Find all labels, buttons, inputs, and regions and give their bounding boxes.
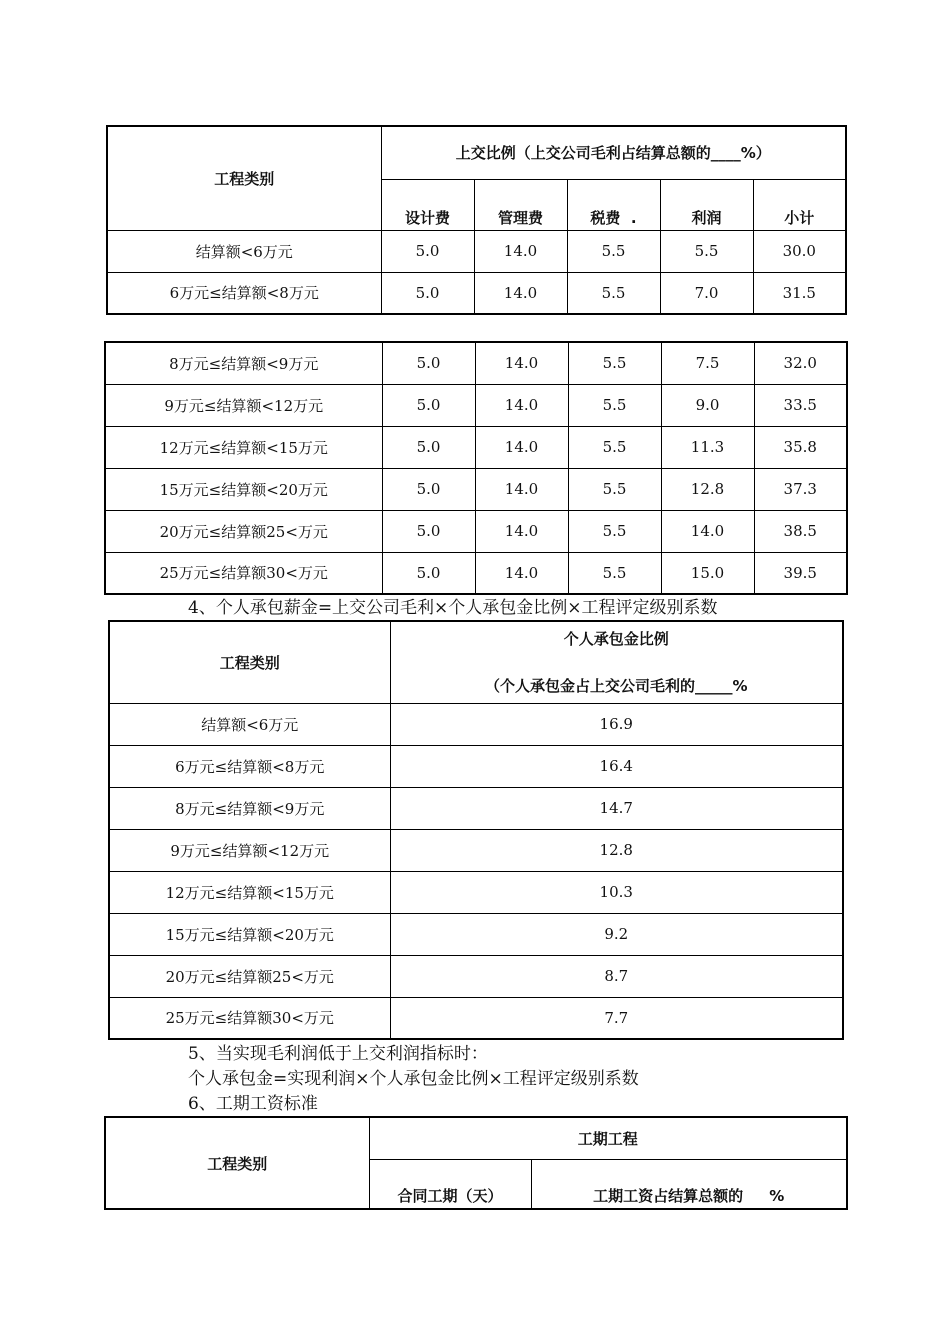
cell: 5.0 (382, 384, 475, 426)
cell: 14.0 (475, 426, 568, 468)
row-label: 15万元≤结算额<20万元 (109, 913, 390, 955)
cell: 5.5 (567, 230, 660, 272)
table-row (107, 272, 846, 314)
cell: 5.0 (382, 342, 475, 384)
commission-ratio-header (390, 621, 843, 703)
period-header: 工期工程 (369, 1117, 847, 1159)
ratio-table-part2 (104, 341, 848, 595)
paragraph-4: 4、个人承包薪金=上交公司毛利×个人承包金比例×工程评定级别系数 (188, 598, 718, 618)
cell: 16.4 (390, 745, 843, 787)
col-design-fee: 设计费 (381, 179, 474, 230)
cell: 14.0 (661, 510, 754, 552)
cell: 38.5 (754, 510, 847, 552)
paragraph-5-line2: 个人承包金=实现利润×个人承包金比例×工程评定级别系数 (188, 1069, 639, 1089)
cell: 7.5 (661, 342, 754, 384)
ratio-table-part1 (106, 125, 847, 315)
cell: 5.0 (382, 426, 475, 468)
table-row (109, 745, 843, 787)
cell: 5.5 (568, 468, 661, 510)
cell: 14.0 (475, 468, 568, 510)
row-label: 8万元≤结算额<9万元 (109, 787, 390, 829)
col-contract-period: 合同工期（天） (369, 1159, 531, 1209)
row-label: 6万元≤结算额<8万元 (109, 745, 390, 787)
cell: 5.5 (568, 510, 661, 552)
cell: 31.5 (753, 272, 846, 314)
row-label: 25万元≤结算额30<万元 (105, 552, 382, 594)
cell: 5.0 (382, 552, 475, 594)
cell: 14.7 (390, 787, 843, 829)
cell: 14.0 (475, 510, 568, 552)
cell: 11.3 (661, 426, 754, 468)
paragraph-5-line1: 5、当实现毛利润低于上交利润指标时： (188, 1044, 488, 1064)
table-row (105, 342, 847, 384)
cell: 7.0 (660, 272, 753, 314)
row-label: 15万元≤结算额<20万元 (105, 468, 382, 510)
table-row (107, 230, 846, 272)
cell: 5.0 (382, 510, 475, 552)
cell: 30.0 (753, 230, 846, 272)
table-row (109, 955, 843, 997)
table-row (109, 787, 843, 829)
row-label: 结算额<6万元 (109, 703, 390, 745)
category-header: 工程类别 (109, 621, 390, 703)
col-management-fee: 管理费 (474, 179, 567, 230)
row-label: 25万元≤结算额30<万元 (109, 997, 390, 1039)
row-label: 6万元≤结算额<8万元 (107, 272, 381, 314)
category-header: 工程类别 (107, 126, 381, 230)
row-label: 20万元≤结算额25<万元 (109, 955, 390, 997)
row-label: 9万元≤结算额<12万元 (109, 829, 390, 871)
table-row (105, 468, 847, 510)
cell: 39.5 (754, 552, 847, 594)
table-row (109, 703, 843, 745)
col-subtotal: 小计 (753, 179, 846, 230)
table-row (105, 384, 847, 426)
period-wage-table (104, 1116, 848, 1210)
cell: 16.9 (390, 703, 843, 745)
table-row (109, 997, 843, 1039)
cell: 12.8 (661, 468, 754, 510)
cell: 14.0 (475, 552, 568, 594)
category-header: 工程类别 (105, 1117, 369, 1209)
table-row (109, 913, 843, 955)
commission-ratio-subtitle: （个人承包金占上交公司毛利的_____% (484, 677, 748, 696)
cell: 14.0 (474, 272, 567, 314)
cell: 7.7 (390, 997, 843, 1039)
row-label: 12万元≤结算额<15万元 (105, 426, 382, 468)
table-row (109, 829, 843, 871)
table-row (105, 426, 847, 468)
cell: 14.0 (475, 384, 568, 426)
cell: 5.0 (382, 468, 475, 510)
cell: 12.8 (390, 829, 843, 871)
row-label: 20万元≤结算额25<万元 (105, 510, 382, 552)
col-tax: 税费 . (567, 179, 660, 230)
cell: 9.2 (390, 913, 843, 955)
cell: 32.0 (754, 342, 847, 384)
cell: 9.0 (661, 384, 754, 426)
cell: 15.0 (661, 552, 754, 594)
row-label: 9万元≤结算额<12万元 (105, 384, 382, 426)
table-row (105, 552, 847, 594)
table-row (105, 510, 847, 552)
cell: 5.5 (568, 342, 661, 384)
cell: 5.0 (381, 272, 474, 314)
commission-ratio-title: 个人承包金比例 (563, 630, 669, 649)
cell: 10.3 (390, 871, 843, 913)
cell: 14.0 (474, 230, 567, 272)
row-label: 结算额<6万元 (107, 230, 381, 272)
cell: 5.5 (660, 230, 753, 272)
table-row (109, 871, 843, 913)
cell: 33.5 (754, 384, 847, 426)
commission-ratio-table (108, 620, 844, 1040)
cell: 37.3 (754, 468, 847, 510)
cell: 5.5 (568, 426, 661, 468)
cell: 5.0 (381, 230, 474, 272)
cell: 5.5 (568, 552, 661, 594)
row-label: 8万元≤结算额<9万元 (105, 342, 382, 384)
cell: 14.0 (475, 342, 568, 384)
cell: 5.5 (567, 272, 660, 314)
cell: 8.7 (390, 955, 843, 997)
paragraph-6: 6、工期工资标准 (188, 1094, 318, 1114)
cell: 5.5 (568, 384, 661, 426)
col-period-wage-ratio: 工期工资占结算总额的 % (531, 1159, 847, 1209)
row-label: 12万元≤结算额<15万元 (109, 871, 390, 913)
ratio-header: 上交比例（上交公司毛利占结算总额的____%） (381, 126, 846, 179)
cell: 35.8 (754, 426, 847, 468)
col-profit: 利润 (660, 179, 753, 230)
